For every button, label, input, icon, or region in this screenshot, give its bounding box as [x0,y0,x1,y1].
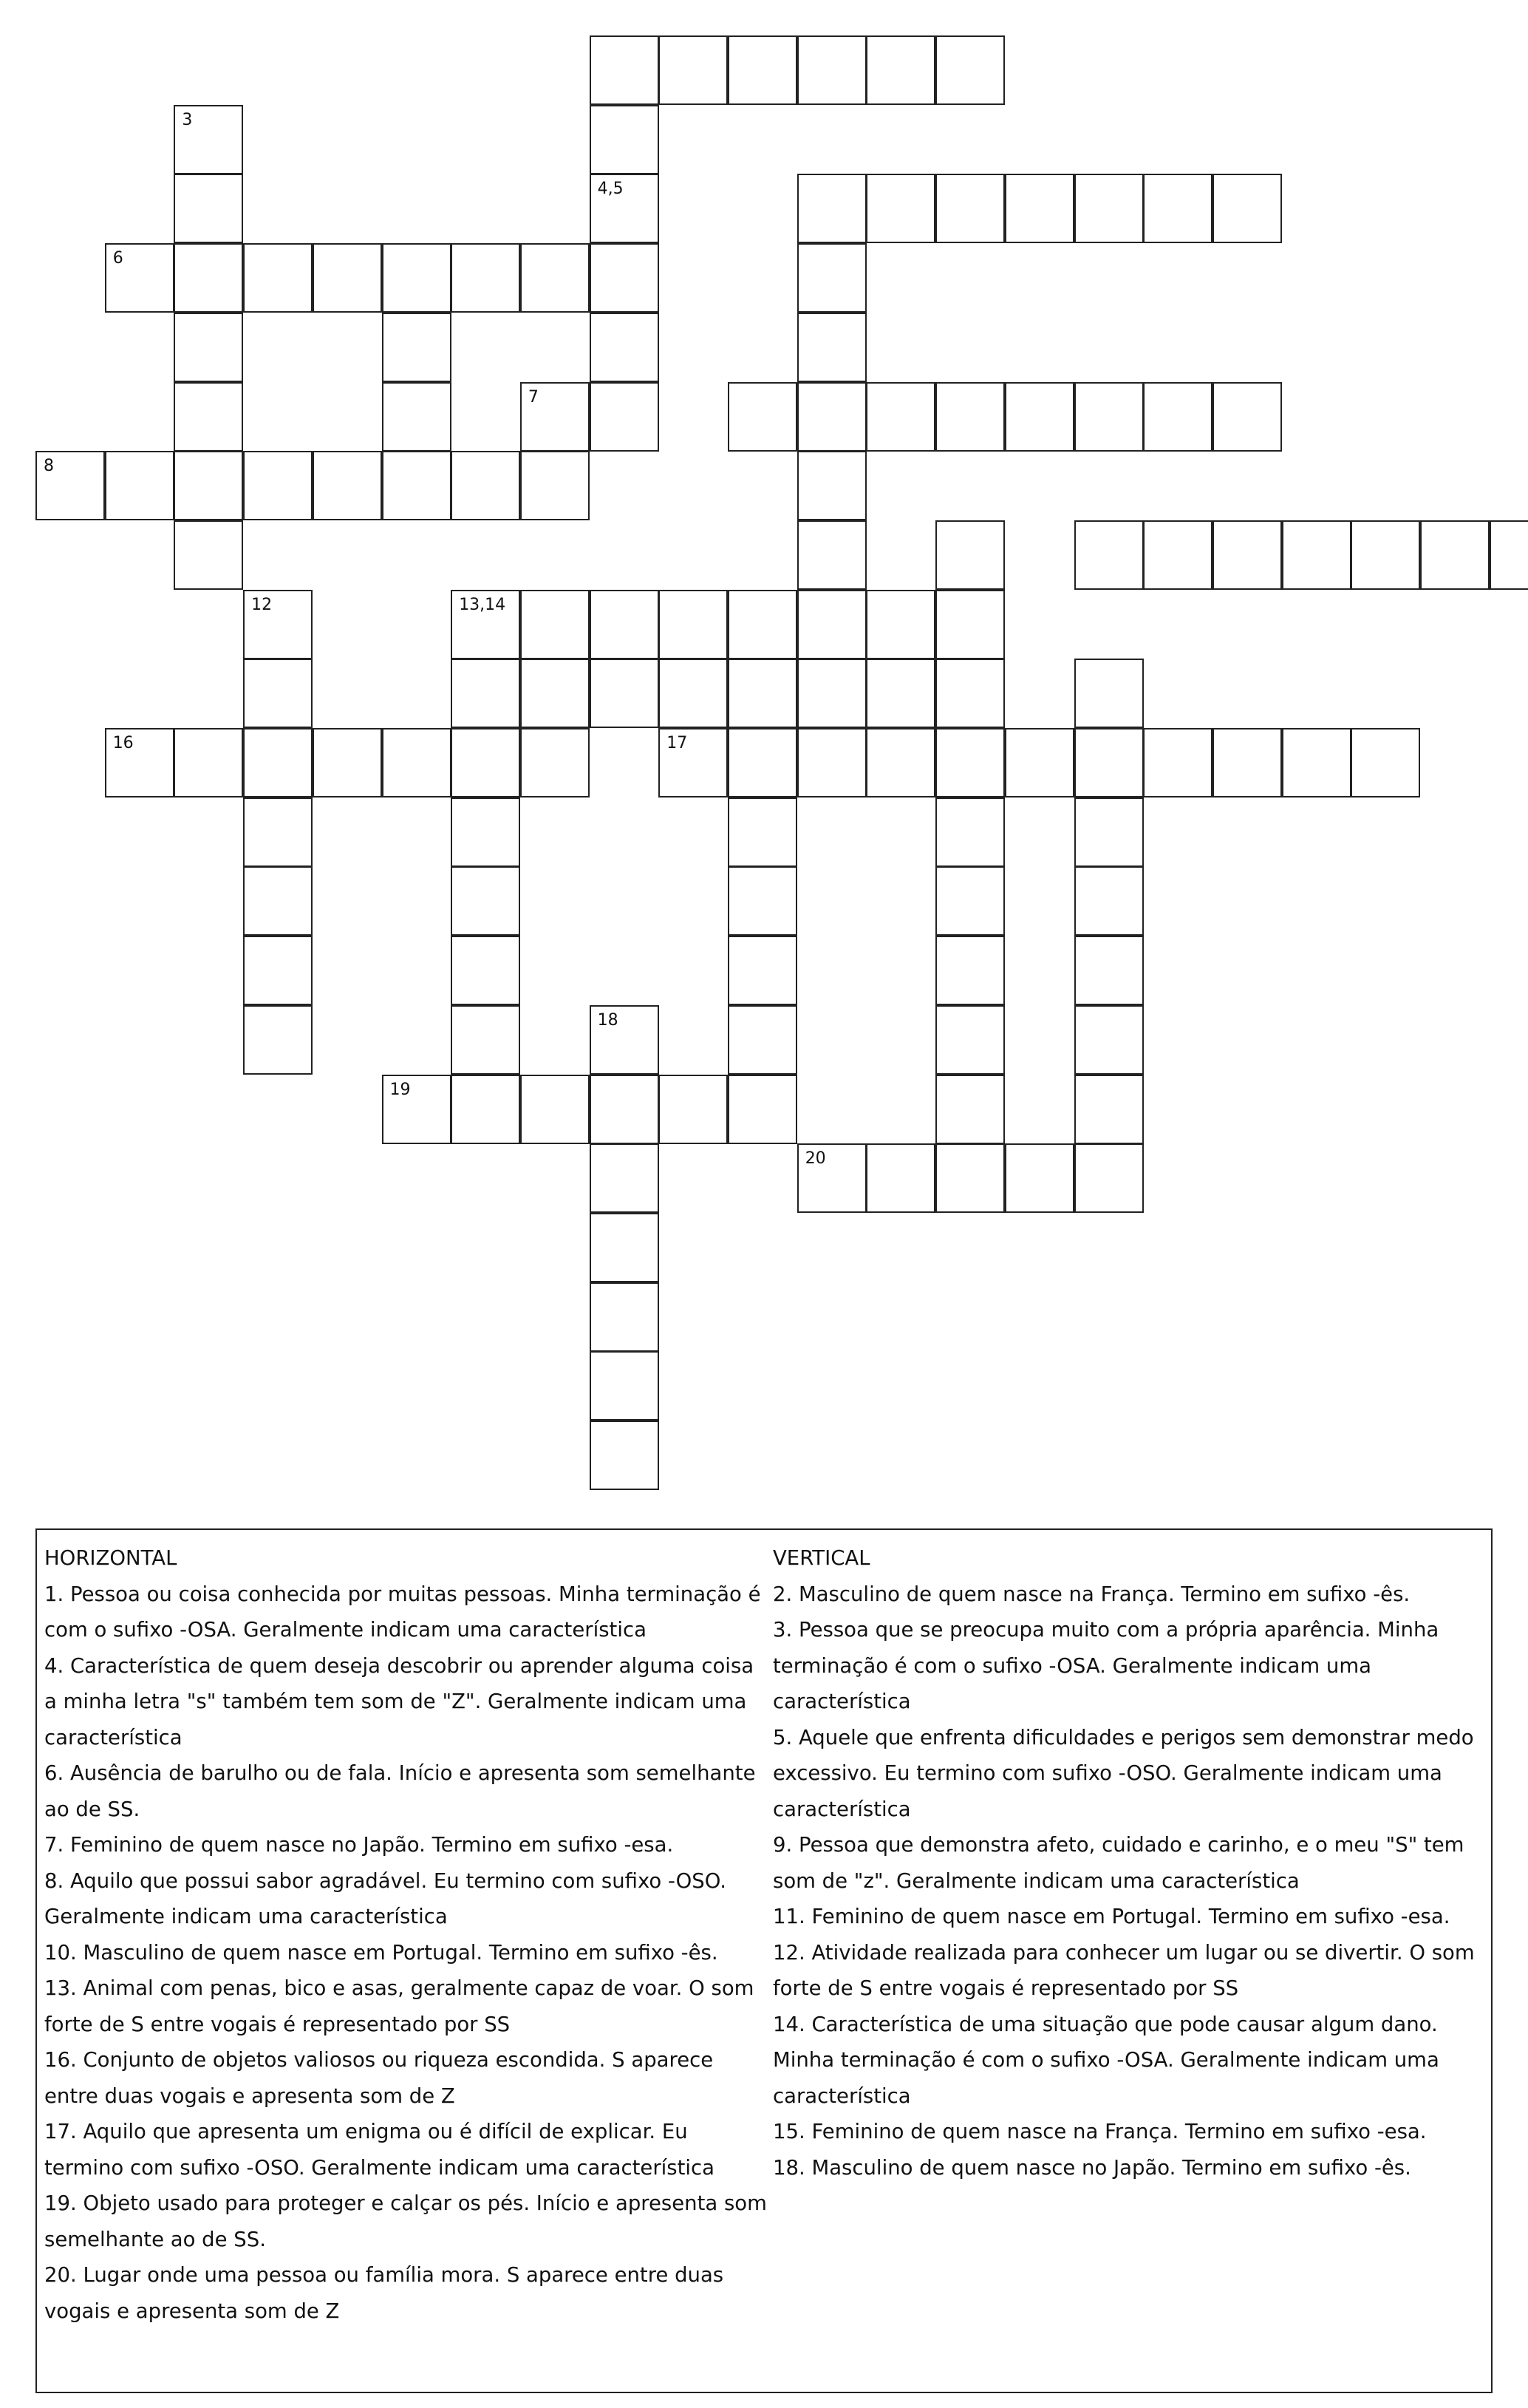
grid-cell[interactable] [243,590,313,659]
grid-cell[interactable] [451,243,520,313]
vertical-clue-list [773,1577,1488,2186]
grid-cell[interactable] [935,382,1005,452]
grid-cell[interactable] [658,728,728,797]
clue-number: 6 [112,249,123,268]
clue-text: 16. Conjunto de objetos valiosos ou riqueza escondida. S aparece entre duas vogais e apresenta som de Z [44,2048,714,2108]
grid-cell[interactable] [866,382,935,452]
grid-cell[interactable] [382,728,451,797]
grid-cell[interactable] [797,590,867,659]
vertical-clues-column [773,1540,1488,2186]
horizontal-clues-column [44,1540,772,2329]
grid-cell[interactable] [797,382,867,452]
grid-cell[interactable] [520,382,590,452]
grid-cell[interactable] [935,728,1005,797]
grid-cell[interactable] [1074,382,1144,452]
clue-text: 6. Ausência de barulho ou de fala. Início e apresenta som semelhante ao de SS. [44,1761,756,1821]
clue-text: 8. Aquilo que possui sabor agradável. Eu termino com sufixo -OSO. Geralmente indicam uma característica [44,1868,727,1928]
vertical-heading: VERTICAL [773,1546,870,1570]
clue-number: 17 [666,734,688,752]
grid-cell[interactable] [797,520,867,590]
grid-cell[interactable] [866,728,935,797]
grid-cell[interactable] [1212,728,1282,797]
grid-cell[interactable] [313,728,382,797]
grid-cell[interactable] [1351,520,1420,590]
clue-text: 7. Feminino de quem nasce no Japão. Termino em sufixo -esa. [44,1833,674,1857]
grid-cell[interactable] [520,728,590,797]
grid-cell[interactable] [728,35,797,105]
grid-cell[interactable] [935,1075,1005,1144]
grid-cell[interactable] [728,382,797,452]
grid-cell[interactable] [935,797,1005,867]
grid-cell[interactable] [243,728,313,797]
grid-cell[interactable] [1074,797,1144,867]
horizontal-clue-list [44,1577,772,2330]
grid-cell[interactable] [243,797,313,867]
grid-cell[interactable] [935,174,1005,243]
grid-cell[interactable] [866,590,935,659]
grid-cell[interactable] [1282,728,1351,797]
grid-cell[interactable] [935,936,1005,1005]
clue-text: 9. Pessoa que demonstra afeto, cuidado e carinho, e o meu "S" tem som de "z". Geralmente indicam uma característica [773,1833,1464,1893]
grid-cell[interactable] [382,451,451,520]
grid-cell[interactable] [866,35,935,105]
grid-cell[interactable] [1074,520,1144,590]
grid-cell[interactable] [520,590,590,659]
grid-cell[interactable] [1490,520,1528,590]
grid-cell[interactable] [382,313,451,382]
grid-cell[interactable] [866,659,935,728]
grid-cell[interactable] [1212,174,1282,243]
clue-number: 3 [182,110,193,129]
grid-cell[interactable] [105,243,174,313]
grid-cell[interactable] [1005,728,1074,797]
grid-cell[interactable] [1143,520,1212,590]
grid-cell[interactable] [174,451,243,520]
clue-text: 15. Feminino de quem nasce na França. Termino em sufixo -esa. [773,2120,1427,2143]
grid-cell[interactable] [451,1075,520,1144]
clue-text: 5. Aquele que enfrenta dificuldades e perigos sem demonstrar medo excessivo. Eu termino com sufixo -OSO. Geralmente indicam uma característica [773,1725,1474,1821]
grid-cell[interactable] [174,105,243,174]
clue-text: 17. Aquilo que apresenta um enigma ou é difícil de explicar. Eu termino com sufixo -OSO. Geralmente indicam uma característica [44,2120,715,2180]
grid-cell[interactable] [935,866,1005,936]
grid-cell[interactable] [1143,174,1212,243]
grid-cell[interactable] [174,243,243,313]
clue-text: 12. Atividade realizada para conhecer um lugar ou se divertir. O som forte de S entre vogais é representado por SS [773,1940,1475,2000]
grid-cell[interactable] [243,243,313,313]
grid-cell[interactable] [1074,1075,1144,1144]
grid-cell[interactable] [1074,936,1144,1005]
clue-text: 2. Masculino de quem nasce na França. Termino em sufixo -ês. [773,1582,1411,1606]
clue-text: 13. Animal com penas, bico e asas, geralmente capaz de voar. O som forte de S entre vogais é representado por SS [44,1976,754,2036]
clue-box [35,1528,1493,2393]
clue-text: 19. Objeto usado para proteger e calçar os pés. Início e apresenta som semelhante ao de SS. [44,2191,767,2251]
grid-cell[interactable] [590,382,659,452]
grid-cell[interactable] [658,590,728,659]
horizontal-heading: HORIZONTAL [44,1546,177,1570]
clue-text: 1. Pessoa ou coisa conhecida por muitas pessoas. Minha terminação é com o sufixo -OSA. Geralmente indicam uma característica [44,1582,761,1642]
grid-cell[interactable] [590,1143,659,1213]
grid-cell[interactable] [1074,728,1144,797]
clue-text: 3. Pessoa que se preocupa muito com a própria aparência. Minha terminação é com o sufixo -OSA. Geralmente indicam uma característica [773,1618,1439,1713]
grid-cell[interactable] [658,1075,728,1144]
grid-cell[interactable] [797,659,867,728]
grid-cell[interactable] [590,1005,659,1075]
grid-cell[interactable] [590,243,659,313]
clue-text: 4. Característica de quem deseja descobrir ou aprender alguma coisa a minha letra "s" também tem som de "Z". Geralmente indicam uma característica [44,1653,754,1749]
grid-cell[interactable] [590,1351,659,1421]
clue-number: 18 [597,1010,618,1030]
grid-cell[interactable] [1351,728,1420,797]
grid-cell[interactable] [313,243,382,313]
grid-cell[interactable] [728,866,797,936]
grid-cell[interactable] [797,728,867,797]
clue-number: 12 [251,595,273,614]
grid-cell[interactable] [451,936,520,1005]
grid-cell[interactable] [451,866,520,936]
grid-cell[interactable] [935,590,1005,659]
grid-cell[interactable] [1212,382,1282,452]
grid-cell[interactable] [520,451,590,520]
grid-cell[interactable] [451,451,520,520]
grid-cell[interactable] [728,1005,797,1075]
grid-cell[interactable] [797,174,867,243]
grid-cell[interactable] [590,105,659,174]
clue-text: 20. Lugar onde uma pessoa ou família mora. S aparece entre duas vogais e apresenta som de Z [44,2263,724,2323]
grid-cell[interactable] [658,35,728,105]
grid-cell[interactable] [866,1143,935,1213]
grid-cell[interactable] [935,659,1005,728]
grid-cell[interactable] [590,590,659,659]
grid-cell[interactable] [243,451,313,520]
grid-cell[interactable] [1143,728,1212,797]
clue-number: 13,14 [459,595,506,614]
clue-number: 8 [44,457,54,476]
grid-cell[interactable] [174,313,243,382]
grid-cell[interactable] [590,35,659,105]
grid-cell[interactable] [313,451,382,520]
clue-number: 4,5 [597,180,624,199]
grid-cell[interactable] [243,1005,313,1075]
grid-cell[interactable] [451,1005,520,1075]
grid-cell[interactable] [728,659,797,728]
grid-cell[interactable] [797,35,867,105]
grid-cell[interactable] [935,1143,1005,1213]
grid-cell[interactable] [590,1075,659,1144]
grid-cell[interactable] [1074,659,1144,728]
grid-cell[interactable] [174,382,243,452]
grid-cell[interactable] [590,1282,659,1352]
grid-cell[interactable] [1420,520,1490,590]
grid-cell[interactable] [382,243,451,313]
grid-cell[interactable] [728,590,797,659]
clue-number: 16 [112,734,134,752]
clue-text: 11. Feminino de quem nasce em Portugal. Termino em sufixo -esa. [773,1905,1450,1928]
grid-cell[interactable] [174,174,243,243]
grid-cell[interactable] [451,659,520,728]
grid-cell[interactable] [866,174,935,243]
grid-cell[interactable] [1005,382,1074,452]
grid-cell[interactable] [382,1075,451,1144]
grid-cell[interactable] [935,35,1005,105]
grid-cell[interactable] [451,797,520,867]
grid-cell[interactable] [243,936,313,1005]
clue-text: 14. Característica de uma situação que pode causar algum dano. Minha terminação é com o sufixo -OSA. Geralmente indicam uma característica [773,2012,1439,2108]
grid-cell[interactable] [935,1005,1005,1075]
clue-text: 18. Masculino de quem nasce no Japão. Termino em sufixo -ês. [773,2155,1411,2180]
grid-cell[interactable] [590,1213,659,1282]
grid-cell[interactable] [174,728,243,797]
grid-cell[interactable] [520,659,590,728]
grid-cell[interactable] [174,520,243,590]
grid-cell[interactable] [520,1075,590,1144]
grid-cell[interactable] [728,797,797,867]
grid-cell[interactable] [105,728,174,797]
grid-cell[interactable] [590,313,659,382]
grid-cell[interactable] [1005,1143,1074,1213]
grid-cell[interactable] [658,659,728,728]
clue-text: 10. Masculino de quem nasce em Portugal. Termino em sufixo -ês. [44,1940,718,1965]
clue-number: 20 [805,1149,826,1169]
grid-cell[interactable] [797,313,867,382]
grid-cell[interactable] [243,659,313,728]
grid-cell[interactable] [1074,1143,1144,1213]
grid-cell[interactable] [1005,174,1074,243]
grid-cell[interactable] [728,1075,797,1144]
grid-cell[interactable] [451,590,520,659]
grid-cell[interactable] [797,243,867,313]
grid-cell[interactable] [590,1421,659,1490]
grid-cell[interactable] [1074,866,1144,936]
grid-cell[interactable] [797,1143,867,1213]
grid-cell[interactable] [243,866,313,936]
grid-cell[interactable] [590,659,659,728]
grid-cell[interactable] [728,936,797,1005]
grid-cell[interactable] [35,451,105,520]
clue-number: 7 [528,387,539,407]
grid-cell[interactable] [935,520,1005,590]
grid-cell[interactable] [590,174,659,243]
grid-cell[interactable] [520,243,590,313]
grid-cell[interactable] [1074,1005,1144,1075]
clue-number: 19 [389,1080,411,1099]
grid-cell[interactable] [1074,174,1144,243]
grid-cell[interactable] [105,451,174,520]
grid-cell[interactable] [728,728,797,797]
grid-cell[interactable] [1143,382,1212,452]
grid-cell[interactable] [382,382,451,452]
grid-cell[interactable] [451,728,520,797]
grid-cell[interactable] [1212,520,1282,590]
grid-cell[interactable] [1282,520,1351,590]
grid-cell[interactable] [797,451,867,520]
